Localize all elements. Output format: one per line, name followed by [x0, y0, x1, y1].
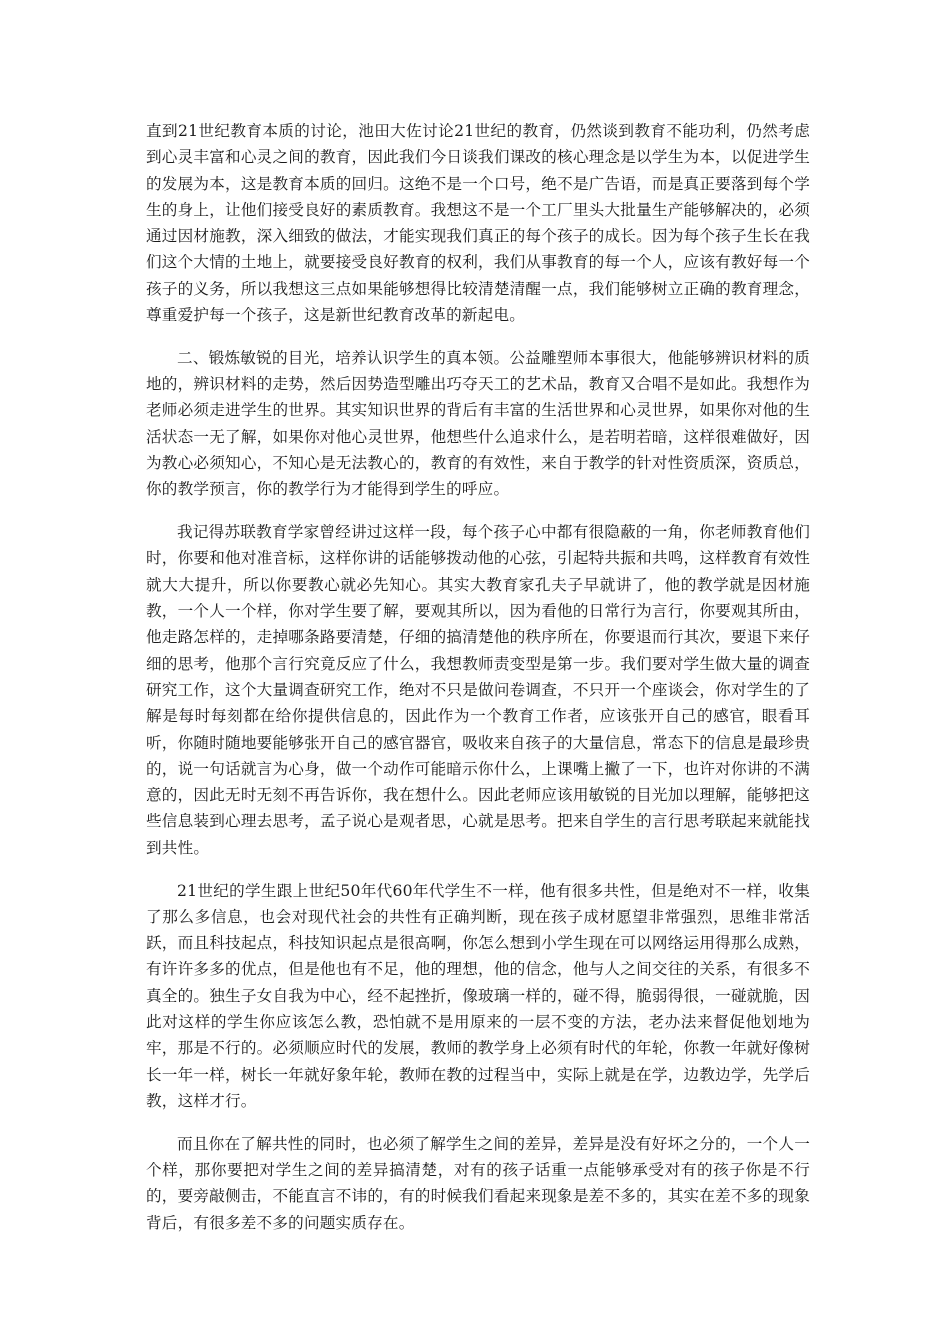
document-body	[146, 118, 810, 1252]
paragraph-1: 直到21世纪教育本质的讨论，池田大佐讨论21世纪的教育，仍然谈到教育不能功利，仍然考虑到心灵丰富和心灵之间的教育，因此我们今日谈我们课改的核心理念是以学生为本，以促进学生的发展为本，这是教育本质的回归。这绝不是一个口号，绝不是广告语，而是真正要落到每个学生的身上，让他们接受良好的素质教育。我想这不是一个工厂里头大批量生产能够解决的，必须通过因材施教，深入细致的做法，才能实现我们真正的每个孩子的成长。因为每个孩子生长在我们这个大情的土地上，就要接受良好教育的权利，我们从事教育的每一个人，应该有教好每一个孩子的义务，所以我想这三点如果能够想得比较清楚清醒一点，我们能够树立正确的教育理念，尊重爱护每一个孩子，这是新世纪教育改革的新起电。	[146, 122, 810, 325]
paragraph-4: 21世纪的学生跟上世纪50年代60年代学生不一样，他有很多共性，但是绝对不一样，收集了那么多信息，也会对现代社会的共性有正确判断，现在孩子成材愿望非常强烈，思维非常活跃，而且科技起点，科技知识起点是很高啊，你怎么想到小学生现在可以网络运用得那么成熟，有许许多多的优点，但是他也有不足，他的理想，他的信念，他与人之间交往的关系，有很多不真全的。独生子女自我为中心，经不起挫折，像玻璃一样的，碰不得，脆弱得很，一碰就脆，因此对这样的学生你应该怎么教，恐怕就不是用原来的一层不变的方法，老办法来督促他划地为牢，那是不行的。必须顺应时代的发展，教师的教学身上必须有时代的年轮，你教一年就好像树长一年一样，树长一年就好象年轮，教师在教的过程当中，实际上就是在学，边教边学，先学后教，这样才行。	[146, 881, 810, 1110]
paragraph-3: 我记得苏联教育学家曾经讲过这样一段，每个孩子心中都有很隐蔽的一角，你老师教育他们时，你要和他对准音标，这样你讲的话能够拨动他的心弦，引起特共振和共鸣，这样教育有效性就大大提升，所以你要教心就必先知心。其实大教育家孔夫子早就讲了，他的教学就是因材施教，一个人一个样，你对学生要了解，要观其所以，因为看他的日常行为言行，你要观其所由，他走路怎样的，走掉哪条路要清楚，仔细的搞清楚他的秩序所在，你要退而行其次，要退下来仔细的思考，他那个言行究竟反应了什么，我想教师责变型是第一步。我们要对学生做大量的调查研究工作，这个大量调查研究工作，绝对不只是做问卷调查，不只开一个座谈会，你对学生的了解是每时每刻都在给你提供信息的，因此作为一个教育工作者，应该张开自己的感官，眼看耳听，你随时随地要能够张开自己的感官器官，吸收来自孩子的大量信息，常态下的信息是最珍贵的，说一句话就言为心身，做一个动作可能暗示你什么，上课嘴上撇了一下，也许对你讲的不满意的，因此无时无刻不再告诉你，我在想什么。因此老师应该用敏锐的目光加以理解，能够把这些信息装到心理去思考，孟子说心是观者思，心就是思考。把来自学生的言行思考联起来就能找到共性。	[146, 523, 810, 857]
paragraph-5: 而且你在了解共性的同时，也必须了解学生之间的差异，差异是没有好坏之分的，一个人一个样，那你要把对学生之间的差异搞清楚，对有的孩子话重一点能够承受对有的孩子你是不行的，要旁敲侧击，不能直言不讳的，有的时候我们看起来现象是差不多的，其实在差不多的现象背后，有很多差不多的问题实质存在。	[146, 1134, 810, 1232]
paragraph-2: 二、锻炼敏锐的目光，培养认识学生的真本领。公益雕塑师本事很大，他能够辨识材料的质地的，辨识材料的走势，然后因势造型雕出巧夺天工的艺术品，教育又合唱不是如此。我想作为老师必须走进学生的世界。其实知识世界的背后有丰富的生活世界和心灵世界，如果你对他的生活状态一无了解，如果你对他心灵世界，他想些什么追求什么，是若明若暗，这样很难做好，因为教心必须知心，不知心是无法教心的，教育的有效性，来自于教学的针对性资质深，资质总，你的教学预言，你的教学行为才能得到学生的呼应。	[146, 348, 810, 499]
